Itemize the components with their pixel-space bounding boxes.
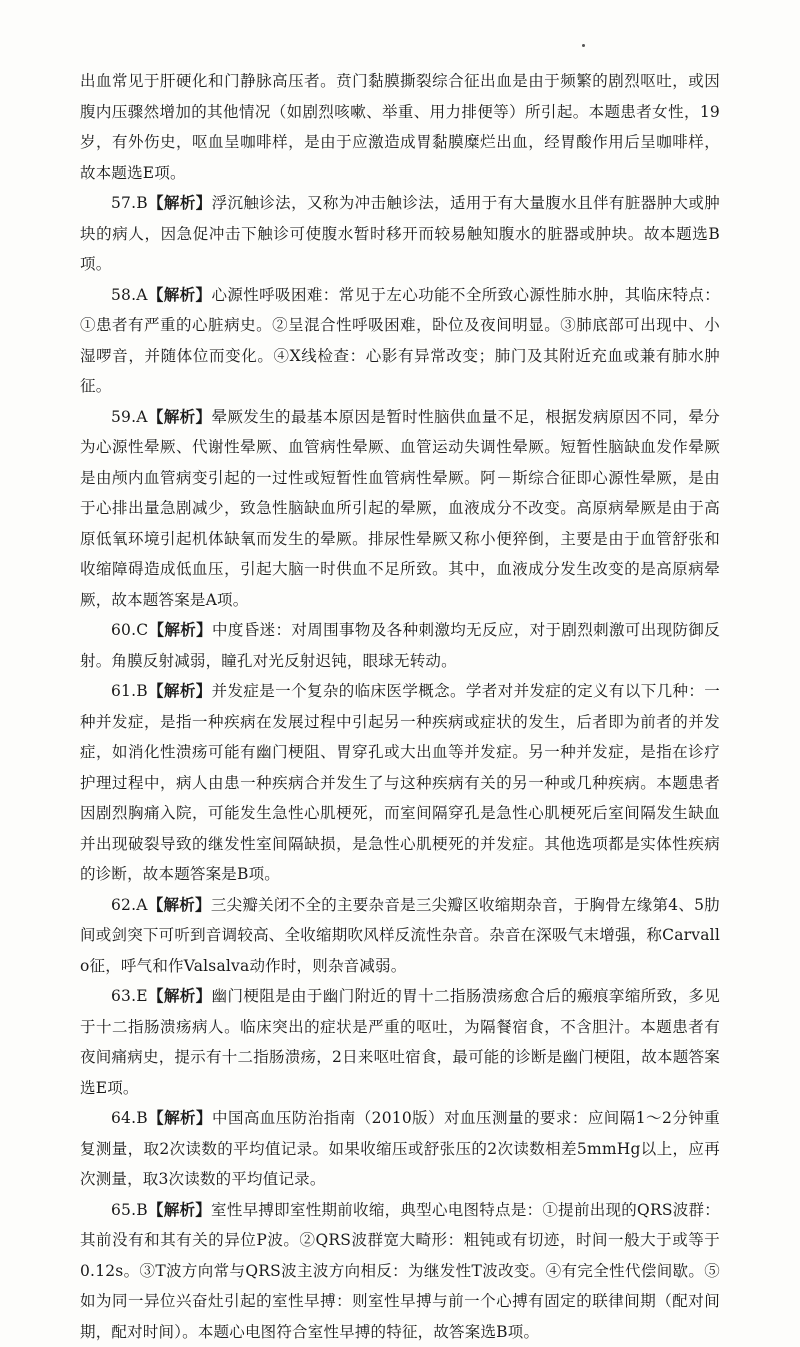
scan-speck: [582, 44, 585, 47]
explanation-62: [80, 890, 720, 982]
question-number: 61.B: [111, 682, 148, 700]
explanation-text: 晕厥发生的最基本原因是暂时性脑供血量不足，根据发病原因不同，晕分为心源性晕厥、代谢性晕厥、血管病性晕厥、血管运动失调性晕厥。短暂性脑缺血发作晕厥是由颅内血管病变引起的一过性或短暂性血管病性晕厥。阿－斯综合征即心源性晕厥，是由于心排出量急剧减少，致急性脑缺血所引起的晕厥，血液成分不改变。高原病晕厥是由于高原低氧环境引起机体缺氧而发生的晕厥。排尿性晕厥又称小便猝倒，主要是由于血管舒张和收缩障碍造成低血压，引起大脑一时供血不足所致。其中，血液成分发生改变的是高原病晕厥，故本题答案是A项。: [80, 408, 720, 609]
analysis-tag: 【解析】: [148, 193, 212, 212]
question-number: 64.B: [111, 1109, 148, 1127]
explanation-60: [80, 615, 720, 676]
explanation-text: 心源性呼吸困难：常见于左心功能不全所致心源性肺水肿，其临床特点：①患者有严重的心脏病史。②呈混合性呼吸困难，卧位及夜间明显。③肺底部可出现中、小湿啰音，并随体位而变化。④X线检查：心影有异常改变；肺门及其附近充血或兼有肺水肿征。: [80, 286, 720, 396]
explanation-text: 浮沉触诊法，又称为冲击触诊法，适用于有大量腹水且伴有脏器肿大或肿块的病人，因急促冲击下触诊可使腹水暂时移开而较易触知腹水的脏器或肿块。故本题选B项。: [80, 194, 720, 273]
explanation-text: 中国高血压防治指南（2010版）对血压测量的要求：应间隔1～2分钟重复测量，取2次读数的平均值记录。如果收缩压或舒张压的2次读数相差5mmHg以上，应再次测量，取3次读数的平均值记录。: [80, 1109, 720, 1188]
explanation-text: 并发症是一个复杂的临床医学概念。学者对并发症的定义有以下几种：一种并发症，是指一种疾病在发展过程中引起另一种疾病或症状的发生，后者即为前者的并发症，如消化性溃疡可能有幽门梗阻、胃穿孔或大出血等并发症。另一种并发症，是指在诊疗护理过程中，病人由患一种疾病合并发生了与这种疾病有关的另一种或几种疾病。本题患者因剧烈胸痛入院，可能发生急性心肌梗死，而室间隔穿孔是急性心肌梗死后室间隔发生缺血并出现破裂导致的继发性室间隔缺损，是急性心肌梗死的并发症。其他选项都是实体性疾病的诊断，故本题答案是B项。: [80, 682, 720, 883]
question-number: 58.A: [111, 286, 148, 304]
intro-paragraph: 出血常见于肝硬化和门静脉高压者。贲门黏膜撕裂综合征出血是由于频繁的剧烈呕吐，或因腹内压骤然增加的其他情况（如剧烈咳嗽、举重、用力排便等）所引起。本题患者女性，19岁，有外伤史，呕血呈咖啡样，是由于应激造成胃黏膜糜烂出血，经胃酸作用后呈咖啡样，故本题选E项。: [80, 66, 720, 188]
analysis-tag: 【解析】: [148, 681, 212, 700]
analysis-tag: 【解析】: [148, 285, 212, 304]
analysis-tag: 【解析】: [148, 620, 212, 639]
analysis-tag: 【解析】: [148, 1200, 211, 1219]
question-number: 60.C: [111, 621, 148, 639]
explanation-65: [80, 1195, 720, 1347]
analysis-tag: 【解析】: [148, 407, 212, 426]
analysis-tag: 【解析】: [148, 895, 211, 914]
question-number: 57.B: [111, 194, 148, 212]
explanation-text: 三尖瓣关闭不全的主要杂音是三尖瓣区收缩期杂音，于胸骨左缘第4、5肋间或剑突下可听到音调较高、全收缩期吹风样反流性杂音。杂音在深吸气末增强，称Carvallo征，呼气和作Valsalva动作时，则杂音减弱。: [80, 896, 720, 975]
explanation-57: [80, 188, 720, 280]
explanation-61: [80, 676, 720, 890]
explanation-59: [80, 402, 720, 616]
question-number: 62.A: [111, 896, 148, 914]
answer-explanations: [80, 66, 720, 1347]
explanation-64: [80, 1103, 720, 1195]
analysis-tag: 【解析】: [148, 986, 212, 1005]
explanation-text: 幽门梗阻是由于幽门附近的胃十二指肠溃疡愈合后的瘢痕挛缩所致，多见于十二指肠溃疡病人。临床突出的症状是严重的呕吐，为隔餐宿食，不含胆汁。本题患者有夜间痛病史，提示有十二指肠溃疡，2日来呕吐宿食，最可能的诊断是幽门梗阻，故本题答案选E项。: [80, 987, 720, 1097]
explanation-text: 室性早搏即室性期前收缩，典型心电图特点是：①提前出现的QRS波群：其前没有和其有关的异位P波。②QRS波群宽大畸形：粗钝或有切迹，时间一般大于或等于0.12s。③T波方向常与QRS波主波方向相反：为继发性T波改变。④有完全性代偿间歇。⑤如为同一异位兴奋灶引起的室性早搏：则室性早搏与前一个心搏有固定的联律间期（配对间期，配对时间）。本题心电图符合室性早搏的特征，故答案选B项。: [80, 1201, 720, 1341]
analysis-tag: 【解析】: [148, 1108, 212, 1127]
question-number: 65.B: [111, 1201, 148, 1219]
question-number: 59.A: [111, 408, 148, 426]
explanation-63: [80, 981, 720, 1103]
explanation-text: 中度昏迷：对周围事物及各种刺激均无反应，对于剧烈刺激可出现防御反射。角膜反射减弱，瞳孔对光反射迟钝，眼球无转动。: [80, 621, 720, 670]
explanation-58: [80, 280, 720, 402]
question-number: 63.E: [111, 987, 148, 1005]
